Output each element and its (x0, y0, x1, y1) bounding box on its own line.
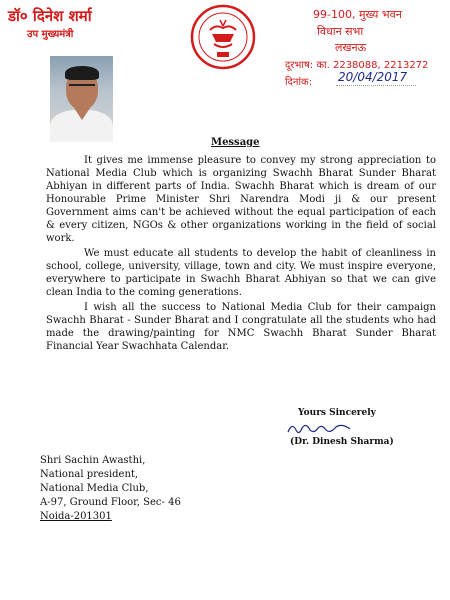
paragraph-2: We must educate all students to develop the habit of cleanliness in school, college, university, village, town and city. We must inspire everyone, everywhere to participate in Swachh Bharat Abhiyan so that we can give clean India to the coming generations. (46, 248, 436, 298)
date-value: 20/04/2017 (338, 70, 408, 84)
uttar-pradesh-emblem-icon (190, 4, 256, 70)
recipient-line-1: Shri Sachin Awasthi, (40, 455, 146, 466)
date-label: दिनांक: (285, 77, 313, 88)
recipient-line-5: Noida-201301 (40, 511, 112, 522)
recipient-line-2: National president, (40, 469, 139, 480)
letter-heading: Message (211, 137, 260, 148)
recipient-address (40, 454, 181, 524)
signature-icon (284, 418, 354, 438)
paragraph-1: It gives me immense pleasure to convey my strong appreciation to National Media Club which is organizing Swachh Bharat Sunder Bharat Abhiyan in different parts of India. Swachh Bharat which is dream of our Honourable Prime Minister Shri Narendra Modi ji & our present Government aims can't be achieved without the equal participation of each & every citizen, NGOs & other organizations working in the field of social work. (46, 155, 436, 244)
sender-designation-hindi: उप मुख्यमंत्री (27, 29, 74, 40)
date-underline (336, 85, 416, 86)
phone-numbers: दूरभाष: का. 2238088, 2213272 (285, 60, 429, 71)
letter-body (46, 154, 436, 355)
address-line-1: 99-100, मुख्य भवन (313, 8, 402, 21)
address-line-2: विधान सभा (317, 25, 364, 38)
closing-phrase: Yours Sincerely (298, 408, 376, 418)
recipient-line-3: National Media Club, (40, 483, 149, 494)
paragraph-3: I wish all the success to National Media Club for their campaign Swachh Bharat - Sunder Bharat and I congratulate all the students who had made the drawing/painting for NMC Swachh Bharat Sunder Bharat Financial Year Swachhata Calendar. (46, 302, 436, 352)
sender-name-hindi: डॉ० दिनेश शर्मा (8, 7, 92, 25)
signatory-name: (Dr. Dinesh Sharma) (290, 437, 394, 447)
address-line-3: लखनऊ (335, 41, 367, 54)
sender-photo (50, 56, 113, 142)
recipient-line-4: A-97, Ground Floor, Sec- 46 (40, 497, 181, 508)
